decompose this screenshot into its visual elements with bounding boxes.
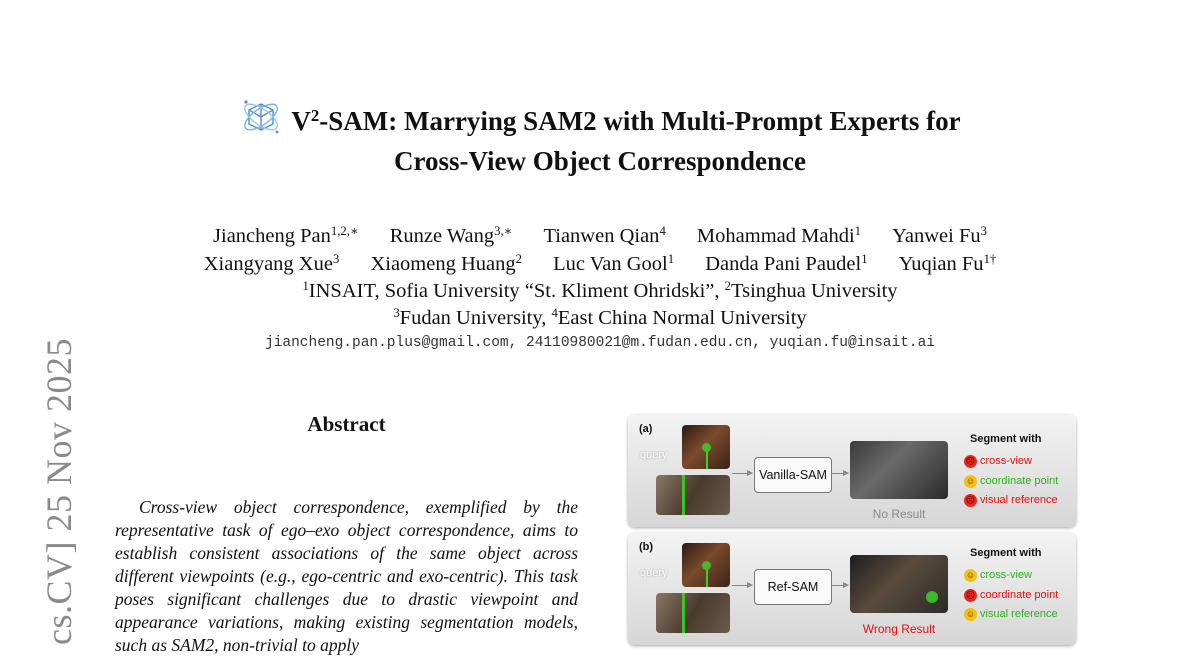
figure-panel-b xyxy=(628,533,1076,645)
author: Luc Van Gool$^1$ xyxy=(553,252,675,275)
author-row-1 xyxy=(0,222,1200,250)
sad-face-icon: ☹ xyxy=(965,589,976,600)
exo-view-thumbnail xyxy=(656,593,730,633)
affiliation-row-1: $^1$INSAIT, Sofia University “St. Kliment Ohridski”, $^2$Tsinghua University xyxy=(302,279,898,302)
cube-logo-icon xyxy=(239,96,283,140)
result-thumbnail xyxy=(850,555,948,613)
paper-title xyxy=(0,96,1200,181)
panel-label: (a) xyxy=(639,423,653,435)
query-label: query xyxy=(640,449,668,461)
author: Yanwei Fu$^3$ xyxy=(892,224,987,247)
title-v: V xyxy=(291,106,311,136)
author: Jiancheng Pan$^{1,2,∗}$ xyxy=(213,224,359,247)
exo-view-thumbnail xyxy=(656,475,730,515)
result-caption: No Result xyxy=(872,507,926,521)
smile-face-icon: ☺ xyxy=(965,570,976,581)
arrow-icon xyxy=(832,585,848,586)
author: Danda Pani Paudel$^1$ xyxy=(705,252,868,275)
query-label: query xyxy=(640,567,668,579)
segment-list xyxy=(964,452,1058,511)
segment-heading: Segment with xyxy=(970,433,1042,445)
model-box: Ref-SAM xyxy=(754,569,832,605)
arrow-icon xyxy=(732,473,752,474)
ego-view-thumbnail xyxy=(682,425,730,469)
title-line-1 xyxy=(0,96,1200,141)
author: Yuqian $Fu^{1\dagger}$ xyxy=(898,252,997,275)
segment-item: ☹ coordinate point xyxy=(965,588,1059,601)
arrow-icon xyxy=(832,473,848,474)
author-block xyxy=(0,222,1200,351)
author-emails: jiancheng.pan.plus@gmail.com, 24110980021@m.fudan.edu.cn, yuqian.fu@insait.ai xyxy=(264,335,935,351)
segment-item: ☺ cross-view xyxy=(965,569,1032,581)
arrow-icon xyxy=(732,585,752,586)
title-line-2: Cross-View Object Correspondence xyxy=(394,146,806,176)
ego-view-thumbnail xyxy=(682,543,730,587)
title-v-sup: 2 xyxy=(310,105,320,125)
panel-label: (b) xyxy=(639,541,654,553)
model-box: Vanilla-SAM xyxy=(754,457,832,493)
teaser-figure xyxy=(628,415,1078,655)
author-row-2 xyxy=(0,250,1200,278)
arxiv-side-stamp: cs.CV] 25 Nov 2025 xyxy=(39,338,79,645)
figure-panel-a xyxy=(628,415,1076,527)
author: Xiaomeng Huang$^2$ xyxy=(370,252,522,275)
smile-face-icon: ☺ xyxy=(965,609,976,620)
author: Runze Wang$^{3,∗}$ xyxy=(389,224,513,247)
segment-heading: Segment with xyxy=(970,547,1042,559)
result-thumbnail xyxy=(850,441,948,499)
author: Tianwen Qian$^4$ xyxy=(543,224,666,247)
abstract-heading: Abstract xyxy=(307,412,386,436)
author: Xiangyang Xue$^3$ xyxy=(203,252,340,275)
segment-list xyxy=(964,566,1058,625)
sad-face-icon: ☹ xyxy=(965,456,976,467)
segment-item: ☹ cross-view xyxy=(965,455,1032,467)
smile-face-icon: ☺ xyxy=(965,475,976,486)
abstract-text: Cross-view object correspondence, exemplified by the representative task of ego–exo object correspondence, aims to establish consistent associations of the same object across different viewpoints (e.g., ego-centric and exo-centric). This task poses significant challenges due to drastic viewpoint and appearance variations, making existing segmentation models, such as SAM2, non-trivial to apply xyxy=(115,497,578,655)
sad-face-icon: ☹ xyxy=(965,495,976,506)
affiliation-row-2: $^3$Fudan University, $^4$East China Normal University xyxy=(393,306,807,329)
result-caption: Wrong Result xyxy=(862,622,936,636)
segment-item: ☺ coordinate point xyxy=(965,474,1059,487)
segment-item: ☺ visual reference xyxy=(965,608,1058,620)
segment-item: ☹ visual reference xyxy=(965,494,1058,506)
title-rest: -SAM: Marrying SAM2 with Multi-Prompt Experts for xyxy=(319,106,961,136)
author: Mohammad Mahdi$^1$ xyxy=(696,224,861,247)
